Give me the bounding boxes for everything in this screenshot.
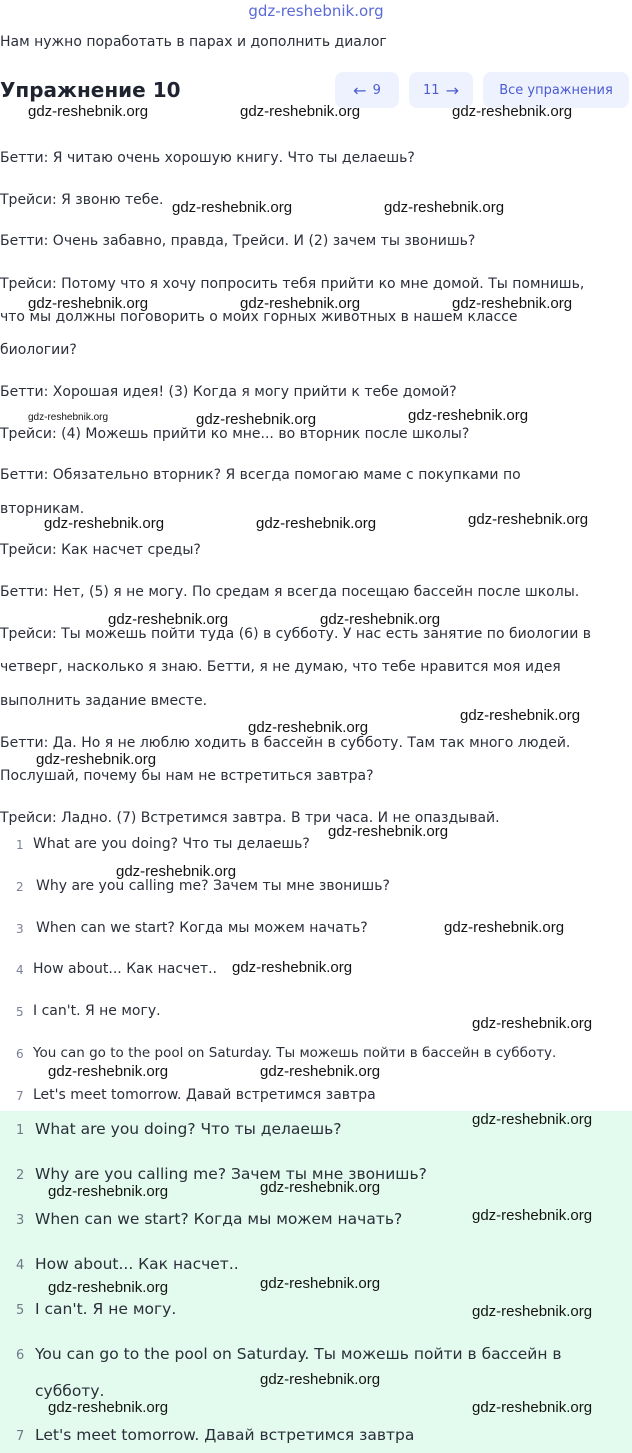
prev-exercise-label: 9 (372, 82, 381, 98)
watermark: gdz-reshebnik.org (408, 407, 529, 424)
answer-text: How about... Как насчет.. (35, 1255, 239, 1273)
watermark: gdz-reshebnik.org (328, 823, 449, 840)
answer-text: What are you doing? Что ты делаешь? (33, 836, 310, 852)
watermark: gdz-reshebnik.org (472, 1111, 593, 1128)
answer-number: 7 (16, 1429, 25, 1444)
all-exercises-label: Все упражнения (499, 82, 613, 98)
watermark: gdz-reshebnik.org (240, 103, 361, 120)
answer-number: 3 (16, 1213, 25, 1228)
dialog-line: Послушай, почему бы нам не встретиться завтра? (0, 768, 374, 784)
dialog-line: Трейси: Как насчет среды? (0, 542, 201, 558)
watermark: gdz-reshebnik.org (172, 199, 293, 216)
answer-text: I can't. Я не могу. (35, 1300, 177, 1318)
answer-text: Let's meet tomorrow. Давай встретимся завтра (33, 1087, 376, 1103)
answer-text: You can go to the pool on Saturday. Ты можешь пойти в бассейн в (35, 1345, 562, 1363)
exercise-title: Упражнение 10 (0, 78, 181, 102)
watermark: gdz-reshebnik.org (468, 511, 589, 528)
watermark: gdz-reshebnik.org (44, 515, 165, 532)
watermark: gdz-reshebnik.org (472, 1399, 593, 1416)
site-banner[interactable]: gdz-reshebnik.org (248, 2, 384, 20)
watermark: gdz-reshebnik.org (260, 1371, 381, 1388)
answer-text: I can't. Я не могу. (33, 1003, 161, 1019)
answer-number: 7 (16, 1089, 24, 1103)
answer-number: 6 (16, 1047, 24, 1061)
watermark: gdz-reshebnik.org (472, 1207, 593, 1224)
answer-number: 4 (16, 963, 24, 977)
watermark: gdz-reshebnik.org (48, 1279, 169, 1296)
watermark: gdz-reshebnik.org (48, 1183, 169, 1200)
dialog-line: Трейси: Ты можешь пойти туда (6) в субботу. У нас есть занятие по биологии в (0, 626, 592, 642)
answer-number: 6 (16, 1348, 25, 1363)
dialog-line: Трейси: Ладно. (7) Встретимся завтра. В три часа. И не опаздывай. (0, 810, 500, 826)
watermark: gdz-reshebnik.org (384, 199, 505, 216)
dialog-line: вторникам. (0, 501, 85, 517)
watermark: gdz-reshebnik.org (444, 919, 565, 936)
answer-text: When can we start? Когда мы можем начать? (35, 1210, 403, 1228)
answer-number: 2 (16, 880, 24, 894)
watermark: gdz-reshebnik.org (48, 1063, 169, 1080)
dialog-line: Бетти: Да. Но я не люблю ходить в бассейн в субботу. Там так много людей. (0, 735, 571, 751)
watermark: gdz-reshebnik.org (452, 103, 573, 120)
dialog-line: Бетти: Хорошая идея! (3) Когда я могу прийти к тебе домой? (0, 384, 457, 400)
watermark: gdz-reshebnik.org (452, 295, 573, 312)
watermark: gdz-reshebnik.org (472, 1303, 593, 1320)
watermark: gdz-reshebnik.org (116, 863, 237, 880)
watermark: gdz-reshebnik.org (240, 295, 361, 312)
dialog-line: Трейси: (4) Можешь прийти ко мне... во вторник после школы? (0, 426, 470, 442)
answer-number: 4 (16, 1258, 25, 1273)
answer-text: What are you doing? Что ты делаешь? (35, 1120, 342, 1138)
next-exercise-label: 11 (423, 82, 440, 98)
answer-text: Let's meet tomorrow. Давай встретимся завтра (35, 1426, 415, 1444)
answer-number: 3 (16, 922, 24, 936)
dialog-line: Трейси: Я звоню тебе. (0, 192, 164, 208)
watermark: gdz-reshebnik.org (108, 611, 229, 628)
watermark: gdz-reshebnik.org (28, 103, 149, 120)
answer-number: 5 (16, 1005, 24, 1019)
watermark: gdz-reshebnik.org (460, 707, 581, 724)
answer-text: You can go to the pool on Saturday. Ты можешь пойти в бассейн в субботу. (33, 1045, 557, 1061)
answer-text: When can we start? Когда мы можем начать? (36, 920, 368, 936)
answer-number: 1 (16, 838, 24, 852)
answer-text-continued: субботу. (35, 1382, 105, 1400)
watermark: gdz-reshebnik.org (196, 411, 317, 428)
watermark: gdz-reshebnik.org (28, 295, 149, 312)
watermark: gdz-reshebnik.org (48, 1399, 169, 1416)
watermark: gdz-reshebnik.org (472, 1015, 593, 1032)
answer-number: 2 (16, 1168, 25, 1183)
intro-text: Нам нужно поработать в парах и дополнить диалог (0, 34, 387, 50)
dialog-line: Бетти: Обязательно вторник? Я всегда помогаю маме с покупками по (0, 467, 521, 483)
dialog-line: четверг, насколько я знаю. Бетти, я не думаю, что тебе нравится моя идея (0, 659, 561, 675)
arrow-left-icon: ← (353, 80, 367, 100)
arrow-right-icon: → (445, 80, 459, 100)
watermark: gdz-reshebnik.org (36, 751, 157, 768)
watermark: gdz-reshebnik.org (260, 1063, 381, 1080)
watermark: gdz-reshebnik.org (260, 1275, 381, 1292)
dialog-line: Трейси: Потому что я хочу попросить тебя прийти ко мне домой. Ты помнишь, (0, 276, 585, 292)
watermark: gdz-reshebnik.org (232, 959, 353, 976)
watermark: gdz-reshebnik.org (28, 412, 109, 423)
answer-text: How about... Как насчет.. (33, 961, 217, 977)
dialog-line: что мы должны поговорить о моих горных животных в нашем классе (0, 309, 518, 325)
watermark: gdz-reshebnik.org (260, 1179, 381, 1196)
watermark: gdz-reshebnik.org (248, 719, 369, 736)
dialog-line: Бетти: Я читаю очень хорошую книгу. Что ты делаешь? (0, 150, 415, 166)
watermark: gdz-reshebnik.org (320, 611, 441, 628)
answer-number: 5 (16, 1303, 25, 1318)
dialog-line: Бетти: Нет, (5) я не могу. По средам я всегда посещаю бассейн после школы. (0, 584, 580, 600)
answer-number: 1 (16, 1123, 25, 1138)
answer-text: Why are you calling me? Зачем ты мне звонишь? (36, 878, 390, 894)
dialog-line: биологии? (0, 342, 77, 358)
watermark: gdz-reshebnik.org (256, 515, 377, 532)
dialog-line: выполнить задание вместе. (0, 693, 208, 709)
answer-text: Why are you calling me? Зачем ты мне звонишь? (35, 1165, 427, 1183)
dialog-line: Бетти: Очень забавно, правда, Трейси. И (2) зачем ты звонишь? (0, 233, 476, 249)
